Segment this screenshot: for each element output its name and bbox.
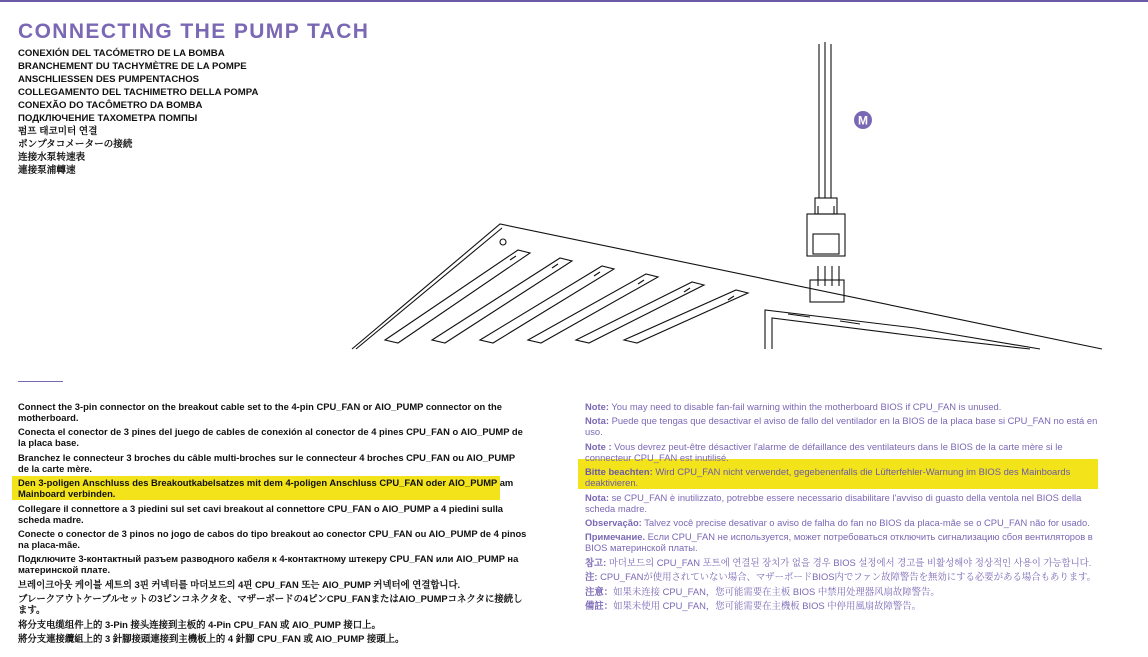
note-label: 備註： [585, 599, 614, 611]
mounting-hole [500, 239, 506, 245]
note-text: Wird CPU_FAN nicht verwendet, gegebenenfalls die Lüfterfehler-Warnung im BIOS des Mainboards deaktivieren. [585, 466, 1071, 489]
connector-3pin [807, 198, 845, 256]
note-ja [585, 571, 1110, 582]
instruction-it: Collegare il connettore a 3 piedini sul set cavi breakout al connettore CPU_FAN o AIO_PUMP a 4 piedini sulla scheda madre. [18, 502, 504, 525]
subtitle-ko: 펌프 태코미터 연결 [18, 126, 98, 137]
note-label: 注意： [585, 585, 614, 597]
instruction-zh-tw: 將分支連接纜組上的 3 針腳接頭連接到主機板上的 4 針腳 CPU_FAN 或 AIO_PUMP 接頭上。 [18, 632, 405, 644]
note-de [585, 466, 1110, 488]
translated-titles [18, 47, 258, 177]
notes-column [585, 401, 1110, 614]
note-label: 참고: [585, 556, 607, 568]
page-title: CONNECTING THE PUMP TACH [18, 20, 370, 43]
memory-slots [765, 310, 1040, 349]
note-zh-tw [585, 600, 1110, 611]
section-divider [18, 381, 63, 382]
note-label: Bitte beachten: [585, 466, 653, 478]
subtitle-es: CONEXIÓN DEL TACÓMETRO DE LA BOMBA [18, 48, 225, 59]
fan-header-4pin [810, 266, 844, 302]
note-text: Если CPU_FAN не используется, может потребоваться отключить сигнализацию сбоя вентиляторов в BIOS материнской платы. [585, 531, 1093, 554]
note-label: Nota: [585, 491, 609, 503]
note-zh-cn [585, 586, 1110, 597]
note-ru [585, 531, 1110, 553]
svg-text:M: M [858, 113, 868, 128]
note-label: Note : [585, 440, 612, 452]
subtitle-it: COLLEGAMENTO DEL TACHIMETRO DELLA POMPA [18, 87, 259, 98]
note-text: 如果未使用 CPU_FAN，您可能需要在主機板 BIOS 中停用風扇故障警告。 [613, 599, 921, 611]
note-fr [585, 441, 1110, 463]
subtitle-de: ANSCHLIESSEN DES PUMPENTACHOS [18, 74, 200, 85]
subtitle-zh-tw: 連接泵浦轉速 [18, 165, 76, 176]
note-label: Note: [585, 401, 609, 412]
note-text: se CPU_FAN è inutilizzato, potrebbe essere necessario disabilitare l'avviso di guasto della ventola nel BIOS della scheda madre. [585, 491, 1082, 514]
note-pt [585, 517, 1110, 528]
instruction-pt: Conecte o conector de 3 pinos no jogo de cabos do tipo breakout ao conector CPU_FAN ou AIO_PUMP de 4 pinos na placa-mãe. [18, 527, 527, 550]
note-text: You may need to disable fan-fail warning within the motherboard BIOS if CPU_FAN is unused. [608, 401, 1002, 412]
m-badge-icon [854, 111, 872, 129]
note-it [585, 492, 1110, 514]
note-text: CPU_FANが使用されていない場合、マザーボードBIOS内でファン故障警告を無効にする必要がある場合もあります。 [597, 571, 1097, 583]
note-text: Vous devrez peut-être désactiver l'alarme de défaillance des ventilateurs dans le BIOS de la carte mère si le connecteur CPU_FAN est inutilisé. [585, 440, 1063, 463]
note-text: Puede que tengas que desactivar el aviso de fallo del ventilador en la BIOS de la placa base si CPU_FAN no está en uso. [585, 415, 1098, 438]
subtitle-ja: ポンプタコメーターの接続 [18, 139, 133, 150]
note-text: 마더보드의 CPU_FAN 포트에 연결된 장치가 없을 경우 BIOS 설정에서 경고를 비활성해야 정상적인 사용이 가능합니다. [606, 556, 1092, 568]
note-ko [585, 557, 1110, 568]
note-label: Nota: [585, 415, 609, 427]
instruction-ru: Подключите 3-контактный разъем разводного кабеля к 4-контактному штекеру CPU_FAN или AIO_PUMP на материнской плате. [18, 553, 519, 576]
motherboard-diagram [340, 38, 1110, 356]
instruction-ko: 브레이크아웃 케이블 세트의 3핀 커넥터를 마더보드의 4핀 CPU_FAN 또는 AIO_PUMP 커넥터에 연결합니다. [18, 578, 461, 590]
note-text: Talvez você precise desativar o aviso de falha do fan no BIOS da placa-mãe se o CPU_FAN não for usado. [641, 516, 1090, 528]
subtitle-pt: CONEXÃO DO TACÔMETRO DA BOMBA [18, 100, 203, 111]
instruction-fr: Branchez le connecteur 3 broches du câble multi-broches sur le connecteur 4 broches CPU_FAN ou AIO_PUMP de la carte mère. [18, 451, 516, 474]
instruction-en: Connect the 3-pin connector on the breakout cable set to the 4-pin CPU_FAN or AIO_PUMP connector on the motherboard. [18, 401, 502, 423]
instruction-es: Conecta el conector de 3 pines del juego de cables de conexión al conector de 4 pines CPU_FAN o AIO_PUMP de la placa base. [18, 426, 523, 449]
note-label: Примечание. [585, 531, 646, 543]
top-rule [0, 0, 1148, 2]
note-es [585, 415, 1110, 437]
note-label: 注: [585, 571, 598, 583]
note-en [585, 401, 1110, 412]
note-label: Observação: [585, 516, 642, 528]
instructions-column [18, 401, 528, 647]
subtitle-zh-cn: 连接水泵转速表 [18, 152, 86, 163]
note-text: 如果未连接 CPU_FAN，您可能需要在主板 BIOS 中禁用处理器风扇故障警告。 [613, 585, 940, 597]
instruction-de: Den 3-poligen Anschluss des Breakoutkabelsatzes mit dem 4-poligen Anschluss CPU_FAN oder AIO_PUMP am Mainboard verbinden. [18, 477, 514, 500]
subtitle-fr: BRANCHEMENT DU TACHYMÈTRE DE LA POMPE [18, 61, 247, 72]
instruction-zh-cn: 将分支电缆组件上的 3-Pin 接头连接到主板的 4-Pin CPU_FAN 或 AIO_PUMP 接口上。 [18, 618, 381, 630]
subtitle-ru: ПОДКЛЮЧЕНИЕ ТАХОМЕТРА ПОМПЫ [18, 113, 198, 124]
pump-tach-cable [819, 42, 831, 198]
instruction-ja: ブレークアウトケーブルセットの3ピンコネクタを、マザーボードの4ピンCPU_FANまたはAIO_PUMPコネクタに接続します。 [18, 593, 523, 616]
